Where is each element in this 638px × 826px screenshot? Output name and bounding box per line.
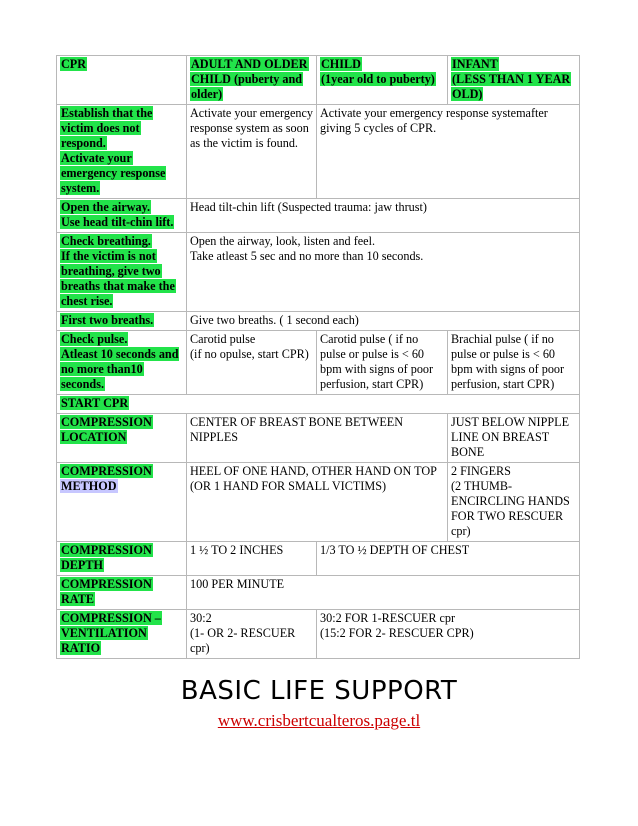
establish-adult <box>187 105 317 199</box>
ratio-adult-1: 30:2 <box>190 611 212 625</box>
header-infant-line-1: INFANT <box>452 57 498 71</box>
method-infant-2: (2 THUMB- <box>451 479 513 493</box>
pulse-label <box>57 331 187 395</box>
header-child-line-1: CHILD <box>321 57 361 71</box>
depth-adult-text: 1 ½ TO 2 INCHES <box>190 543 284 557</box>
rate-label <box>57 576 187 610</box>
first-breaths-text-line: Give two breaths. ( 1 second each) <box>190 313 359 327</box>
source-link[interactable]: www.crisbertcualteros.page.tl <box>217 711 421 730</box>
page-title: BASIC LIFE SUPPORT <box>180 676 458 706</box>
pulse-child-4: perfusion, start CPR) <box>320 377 424 391</box>
header-infant-line-3: OLD) <box>452 87 483 101</box>
header-adult <box>187 56 317 105</box>
row-ratio <box>57 610 580 659</box>
header-adult-line-2: CHILD (puberty and <box>191 72 303 86</box>
bls-table <box>56 55 580 659</box>
pulse-child <box>317 331 448 395</box>
header-child-line-2: (1year old to puberty) <box>321 72 435 86</box>
pulse-adult-1: Carotid pulse <box>190 332 256 346</box>
rate-text-line: 100 PER MINUTE <box>190 577 285 591</box>
method-label-1: COMPRESSION <box>61 464 152 478</box>
depth-label-2: DEPTH <box>61 558 103 572</box>
header-cpr-text: CPR <box>61 57 87 71</box>
pulse-infant-1: Brachial pulse ( if no <box>451 332 554 346</box>
ratio-label-3: RATIO <box>61 641 101 655</box>
header-infant-line-2: (LESS THAN 1 YEAR <box>452 72 571 86</box>
pulse-child-2: pulse or pulse is < 60 <box>320 347 425 361</box>
breathing-label-2: If the victim is not <box>61 249 156 263</box>
location-infant-1: JUST BELOW NIPPLE <box>451 415 570 429</box>
header-adult-line-3: older) <box>191 87 223 101</box>
establish-adult-1: Activate your emergency <box>190 106 313 120</box>
pulse-adult-2: (if no opulse, start CPR) <box>190 347 309 361</box>
pulse-label-3: no more than10 <box>61 362 143 376</box>
pulse-infant-2: pulse or pulse is < 60 <box>451 347 556 361</box>
breathing-text-2: Take atleast 5 sec and no more than 10 seconds. <box>190 249 424 263</box>
header-infant <box>448 56 580 105</box>
ratio-adult-2: (1- OR 2- RESCUER <box>190 626 296 640</box>
establish-ci-1: Activate your emergency response systemafter <box>320 106 548 120</box>
method-adult-child <box>187 463 448 542</box>
method-infant-5: cpr) <box>451 524 471 538</box>
method-infant-3: ENCIRCLING HANDS <box>451 494 570 508</box>
breathing-label-1: Check breathing. <box>61 234 151 248</box>
airway-text-line: Head tilt-chin lift (Suspected trauma: jaw thrust) <box>190 200 427 214</box>
row-airway <box>57 199 580 233</box>
pulse-adult <box>187 331 317 395</box>
depth-child-infant <box>317 542 580 576</box>
breathing-label <box>57 233 187 312</box>
breathing-label-3: breathing, give two <box>61 264 161 278</box>
ratio-adult <box>187 610 317 659</box>
airway-label-1: Open the airway. <box>61 200 151 214</box>
header-child <box>317 56 448 105</box>
row-pulse <box>57 331 580 395</box>
ratio-label-2: VENTILATION <box>61 626 147 640</box>
depth-label <box>57 542 187 576</box>
airway-label-2: Use head tilt-chin lift. <box>61 215 174 229</box>
airway-label <box>57 199 187 233</box>
pulse-child-1: Carotid pulse ( if no <box>320 332 419 346</box>
location-infant-3: BONE <box>451 445 485 459</box>
ratio-ci-1: 30:2 FOR 1-RESCUER cpr <box>320 611 456 625</box>
row-depth <box>57 542 580 576</box>
row-establish <box>57 105 580 199</box>
method-ac-2: (OR 1 HAND FOR SMALL VICTIMS) <box>190 479 387 493</box>
establish-adult-3: as the victim is found. <box>190 136 298 150</box>
establish-label-2: victim does not <box>61 121 140 135</box>
pulse-child-3: bpm with signs of poor <box>320 362 434 376</box>
establish-label-5: emergency response <box>61 166 166 180</box>
depth-adult <box>187 542 317 576</box>
ratio-ci-2: (15:2 FOR 2- RESCUER CPR) <box>320 626 474 640</box>
location-ac-1: CENTER OF BREAST BONE BETWEEN <box>190 415 404 429</box>
row-start-cpr <box>57 395 580 414</box>
establish-ci-2: giving 5 cycles of CPR. <box>320 121 437 135</box>
method-ac-1: HEEL OF ONE HAND, OTHER HAND ON TOP <box>190 464 437 478</box>
location-infant-2: LINE ON BREAST <box>451 430 550 444</box>
location-ac-2: NIPPLES <box>190 430 239 444</box>
depth-label-1: COMPRESSION <box>61 543 152 557</box>
method-label <box>57 463 187 542</box>
location-infant <box>448 414 580 463</box>
establish-label-6: system. <box>61 181 100 195</box>
establish-label-3: respond. <box>61 136 106 150</box>
header-row <box>57 56 580 105</box>
location-label-1: COMPRESSION <box>61 415 152 429</box>
ratio-label-1: COMPRESSION – <box>61 611 161 625</box>
location-label <box>57 414 187 463</box>
rate-label-2: RATE <box>61 592 94 606</box>
start-cpr-cell <box>57 395 580 414</box>
method-infant-4: FOR TWO RESCUER <box>451 509 564 523</box>
establish-label <box>57 105 187 199</box>
header-adult-line-1: ADULT AND OLDER <box>191 57 308 71</box>
rate-text <box>187 576 580 610</box>
method-infant <box>448 463 580 542</box>
row-method <box>57 463 580 542</box>
method-label-2: METHOD <box>61 479 117 493</box>
breathing-text <box>187 233 580 312</box>
establish-child-infant <box>317 105 580 199</box>
start-cpr-label: START CPR <box>61 396 129 410</box>
breathing-label-5: chest rise. <box>61 294 113 308</box>
header-cpr <box>57 56 187 105</box>
location-label-2: LOCATION <box>61 430 127 444</box>
breathing-text-1: Open the airway, look, listen and feel. <box>190 234 376 248</box>
breathing-label-4: breaths that make the <box>61 279 175 293</box>
row-first-breaths <box>57 312 580 331</box>
first-breaths-text <box>187 312 580 331</box>
pulse-infant-4: perfusion, start CPR) <box>451 377 555 391</box>
first-breaths-label <box>57 312 187 331</box>
pulse-label-1: Check pulse. <box>61 332 128 346</box>
depth-ci-text: 1/3 TO ½ DEPTH OF CHEST <box>320 543 470 557</box>
ratio-child-infant <box>317 610 580 659</box>
establish-adult-2: response system as soon <box>190 121 309 135</box>
row-rate <box>57 576 580 610</box>
method-infant-1: 2 FINGERS <box>451 464 511 478</box>
establish-label-4: Activate your <box>61 151 132 165</box>
ratio-label <box>57 610 187 659</box>
row-breathing <box>57 233 580 312</box>
establish-label-1: Establish that the <box>61 106 153 120</box>
airway-text <box>187 199 580 233</box>
first-breaths-label-text: First two breaths. <box>61 313 154 327</box>
pulse-label-4: seconds. <box>61 377 105 391</box>
row-location <box>57 414 580 463</box>
ratio-adult-3: cpr) <box>190 641 210 655</box>
pulse-label-2: Atleast 10 seconds and <box>61 347 179 361</box>
location-adult-child <box>187 414 448 463</box>
rate-label-1: COMPRESSION <box>61 577 152 591</box>
pulse-infant <box>448 331 580 395</box>
pulse-infant-3: bpm with signs of poor <box>451 362 565 376</box>
